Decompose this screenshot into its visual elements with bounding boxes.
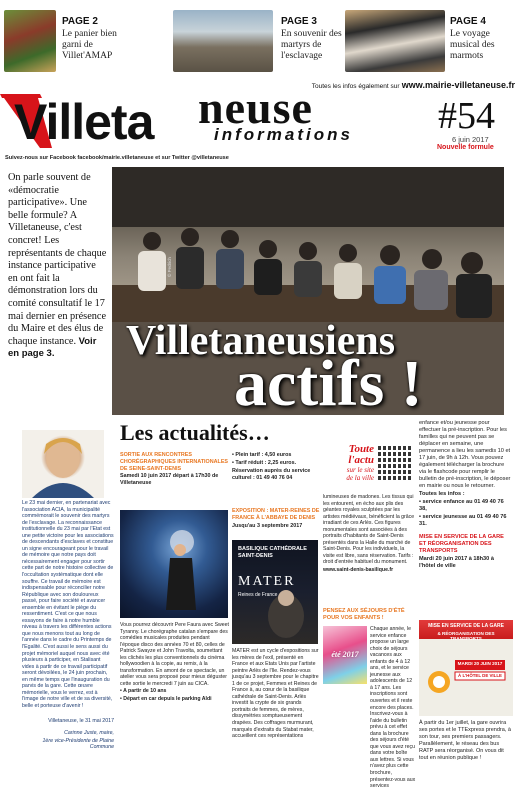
gare-description [419, 720, 513, 804]
sortie-description [120, 622, 230, 802]
gare-poster-line1: MISE EN SERVICE DE LA GARE [428, 623, 504, 629]
poster-mater: MATER [238, 574, 296, 589]
sortie-title: SORTIE AUX RENCONTRES CHORÉGRAPHIQUES INTERNATIONALES DE SEINE-SAINT-DENIS [120, 452, 229, 472]
gare-poster-date: MARDI 20 JUIN 2017 [457, 661, 503, 666]
right-top-text: enfance et/ou jeunesse pour effectuer la pré-inscription. Pour les familles qui ne peuvent pas se déplacer en semaine, une permanence a lieu les samedis 10 et 17 juin, de 9h à 12h. Vous pouvez également télécharger la brochure via le flashcode pour remplir le bulletin de pré-inscription, le déposer en mairie ou nous le retourner. [419, 420, 511, 489]
site-prefix: Toutes les infos également sur [311, 83, 400, 90]
lead-more-link[interactable]: Voir en page 3. [8, 335, 97, 360]
sejours-title: PENSEZ AUX SÉJOURS D'ÉTÉ POUR VOS ENFANTS ! [323, 608, 405, 621]
teaser-page-label: PAGE 2 [62, 16, 98, 27]
expo-description [232, 648, 320, 804]
hero-headline-line2: actifs ! [234, 347, 423, 420]
dancer-silhouette [120, 510, 228, 618]
gare-text: Mardi 20 juin 2017 à 18h30 à l'hôtel de ville [419, 556, 494, 569]
gare-poster-line2: & RÉORGANISATION DES TRANSPORTS [437, 631, 495, 641]
sejours-text: Chaque année, le service enfance propose un large choix de séjours vacances aux enfants de 4 à 12 ans, et le service jeunesse aux adolescents de 12 à 17 ans. Les inscriptions sont ouvertes et il reste encore des places. Inscrivez-vous à l'aide du bulletin prévu à cet effet dans la brochure des séjours d'été que vous avez reçu dans votre boîte aux lettres. Si vous n'avez plus cette brochure, présentez-vous aux services [370, 626, 416, 790]
lead-block [8, 172, 108, 361]
expo-title: EXPOSITION : MATER-REINES DE FRANCE À L'ABBAYE DE DENIS [232, 508, 320, 521]
editorial-signature-name: Carinne Juste, maire, [64, 730, 114, 737]
teaser-text: En souvenir des martyrs de l'esclavage [281, 29, 342, 61]
infos-item: • service enfance au 01 49 40 76 38, [419, 499, 504, 512]
sortie-age: • A partir de 10 ans [120, 688, 167, 695]
teaser-photo-kids [345, 10, 445, 72]
col3-text: lumineuses de madones. Les tissus qui les entourent, en écho aux plis des géantes royales sculptées par les artistes médiévaux, bénéficient la grâce irradiant de ces Arlès. Ces figures monumentales sont associées à des portraits d'habitants de Saint-Denis présentés dans la Halle du marché de Saint-Denis. Pour les individuels, la visite est libre, sans réservation. Tarifs : droit d'entrée habituel du monument. [323, 494, 415, 566]
gare-poster [419, 620, 513, 716]
editorial-text: Le 23 mai dernier, en partenariat avec l'association ACIA, la municipalité commémorait le souvenir des martyrs de l'esclavage. La reconnaissance institutionnelle du 23 mai par l'Etat est une petite victoire pour les associations de descendants d'esclaves et constitue un signe encourageant pour le travail de mémoire que notre pays doit nécessairement engager pour sortir cette part de notre histoire collective de l'occultation systématique dont elle souffre. Ce travail de mémoire est indispensable pour réconcilier notre République avec son douloureux passé, pour faire société et avancer ensemble en évitant le piège du ressentiment. C'est ce que nous essayons de faire à notre humble niveau à travers les différentes actions que nous menons tout au long de l'année dans le cadre du Printemps de l'Egalité. C'est aussi le sens aussi du projet mémoriel auquel nous avec été plusieurs à participer, en Stalisant vides à partir de ce travail participatif seront dévoilées, le 24 juin prochain, en même temps que l'inauguration du parvis de la gare. Cette œuvre mémorielle, vous le verrez, est à l'image de notre ville et de sa diversité, belle et porteuse d'avenir ! [22, 500, 114, 709]
toute-line3: sur le site [346, 466, 374, 474]
ete-label: été 2017 [331, 650, 359, 659]
dancer-photo [120, 510, 228, 618]
infos-item: • service jeunesse au 01 49 40 76 31. [419, 514, 507, 527]
hero-headline-line1: Villetaneusiens [126, 318, 396, 364]
logo-informations: informations [214, 125, 353, 144]
basilique-url[interactable]: www.saint-denis-basilique.fr [323, 567, 394, 574]
expo-description-text: MATER est un cycle d'expositions sur les mères de l'exil, présenté en France et aux Etats Unis par l'artiste peintre Arlès de l'Ile. Rendez-vous jusqu'au 3 septembre pour le chapitre 1 de ce projet, Femmes et Reines de France à, au cœur de la basilique cathédrale de Saint-Denis. Arlès investit la crypte de six grands portraits de femmes, de mères, dissymétries somptueusement drapées. Des coffrages murmurant, marqués d'extraits du Stabat mater, accueillent ces représentations [232, 648, 319, 740]
logo-villeta: Villeta [14, 94, 154, 150]
editorial-date: Villetaneuse, le 31 mai 2017 [48, 717, 114, 724]
teaser-page-4[interactable] [345, 6, 515, 78]
teaser-page-2[interactable] [4, 6, 174, 78]
expo-block [232, 508, 324, 534]
price-full: • Plein tarif : 4,50 euros [232, 452, 292, 458]
mayor-photo [22, 430, 104, 498]
toute-line4: de la ville [346, 474, 374, 482]
expo-description-continued [323, 494, 415, 604]
toute-line1: Toute [348, 443, 374, 455]
lead-text: On parle souvent de «démocratie participative». Une belle formule? A Villetaneuse, c'est concret! Les représentants de chaque instance participative en ont fait la démonstration lors du comité consultatif le 17 mai dernier en présence du Maire et des élus de chaque instance. [8, 172, 107, 347]
editorial-column [22, 500, 114, 800]
actualites-title: Les actualités… [120, 420, 270, 445]
poster-top: BASILIQUE CATHÉDRALE SAINT-DENIS [238, 546, 307, 559]
gare-poster-place: À L'HÔTEL DE VILLE [458, 673, 502, 678]
col5-text: À partir du 1er juillet, la gare ouvrira ses portes et le TTExpress prendra, à son tour, ses premiers passagers. Parallèlement, le réseau des bus RATP sera réorganisé. On vous dit tout en réunion publique ! [419, 720, 511, 761]
teaser-text: Le voyage musical des marmots [450, 29, 495, 61]
gare-title: MISE EN SERVICE DE LA GARE ET RÉORGANISATION DES TRANSPORTS [419, 534, 504, 554]
hero-photo [112, 167, 504, 420]
poster-figure [232, 540, 318, 644]
poster-sub: Reines de France [238, 592, 278, 598]
infos-title: Toutes les infos : [419, 491, 465, 497]
hero-credit: © Pedrich [167, 257, 172, 277]
teaser-text: Le panier bien garni de Villet'AMAP [62, 29, 117, 61]
sejours-title-block [323, 608, 417, 624]
mayor-portrait [22, 430, 104, 498]
mater-poster [232, 540, 318, 644]
issue-number: #54 [438, 95, 495, 137]
editorial-signature-role: 1ère vice-Présidente de Plaine Commune [42, 737, 114, 751]
prices-block [232, 452, 320, 502]
issue-formula: Nouvelle formule [437, 144, 494, 151]
qr-overlay [378, 446, 412, 480]
sortie-departure: • Départ en car depuis le parking Aldi [120, 696, 212, 703]
toute-actu-box[interactable] [326, 444, 374, 492]
teaser-page-label: PAGE 3 [281, 16, 317, 27]
ete-brochure [323, 626, 367, 684]
social-line[interactable]: Suivez-nous sur Facebook facebook/mairie.villetaneuse et sur Twitter @villetaneuse [5, 155, 229, 161]
site-url[interactable]: www.mairie-villetaneuse.fr [401, 80, 515, 90]
sejours-text-side [370, 626, 416, 790]
teaser-page-3[interactable] [173, 6, 343, 78]
sortie-description-text: Vous pourrez découvrir Pere Faura avec Sweet Tyranny. Le chorégraphe catalan s'empare des comédies musicales produites pendant l'époque disco des années 70 et 80, celles de Patrick Swayze et John Travolta, soumettant les clichés les plus conventionnels du cinéma hollywoodien à la copie, au remix, à la transformation. En amont de ce spectacle, un atelier vous sera proposé pour mieux déguster cette sortie le mercredi 7 juin au CICA. [120, 622, 229, 687]
issue-date: 6 juin 2017 [452, 135, 489, 144]
gare-poster-logo [419, 620, 513, 716]
expo-date: Jusqu'au 3 septembre 2017 [232, 522, 303, 529]
teaser-page-label: PAGE 4 [450, 16, 486, 27]
logo-neuse: neuse [198, 82, 313, 133]
price-reduced: • Tarif réduit : 2,25 euros. [232, 460, 297, 466]
teaser-photo-vegetables [4, 10, 56, 72]
teaser-photo-memorial [173, 10, 273, 72]
toute-line2: l'actu [348, 454, 374, 466]
sortie-date: Samedi 10 juin 2017 départ à 17h30 de Villetaneuse [120, 473, 219, 487]
reservation: Réservation auprès du service culturel : 01 49 40 76 04 [232, 468, 311, 481]
